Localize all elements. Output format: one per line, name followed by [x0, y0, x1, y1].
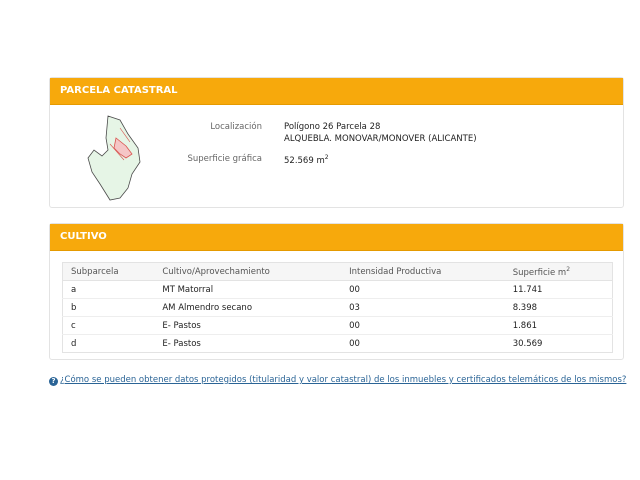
cell-subparcela: c — [63, 317, 155, 335]
cell-cultivo: E- Pastos — [162, 338, 201, 349]
column-header-superficie: Superficie $m^2$ — [505, 263, 613, 281]
superficie-label: Superficie gráfica — [187, 154, 262, 164]
cell-superficie: 30.569 — [512, 338, 543, 349]
column-header-intensidad: Intensidad Productiva — [341, 263, 505, 281]
cell-intensidad: 00 — [341, 281, 505, 299]
cell-superficie: 8.398 — [505, 299, 613, 317]
cell-cultivo: AM Almendro secano — [154, 299, 341, 317]
cell-subparcela: d — [71, 338, 77, 349]
cell-subparcela: b — [63, 299, 155, 317]
cell-intensidad: 00 — [349, 338, 360, 349]
table-row — [63, 317, 613, 335]
parcel-outline-shape — [88, 116, 140, 200]
help-link[interactable]: ¿Cómo se pueden obtener datos protegidos (titularidad y valor catastral) de los inmuebles y certificados telemáticos de los mismos? — [60, 375, 627, 385]
cell-superficie: 1.861 — [505, 317, 613, 335]
superficie-value: 52.569 $m^2$ — [284, 154, 329, 166]
parcela-catastral-header: PARCELA CATASTRAL — [50, 78, 623, 105]
cell-cultivo: MT Matorral — [154, 281, 341, 299]
cultivo-table — [62, 262, 613, 353]
cultivo-header: CULTIVO — [50, 224, 623, 251]
table-header-row — [63, 263, 613, 281]
cell-intensidad: 00 — [341, 317, 505, 335]
localizacion-line2: ALQUEBLA. MONOVAR/MONOVER (ALICANTE) — [284, 134, 477, 144]
help-line — [49, 375, 629, 386]
parcela-catastral-panel — [49, 77, 624, 208]
cell-superficie: 11.741 — [505, 281, 613, 299]
localizacion-label: Localización — [210, 122, 262, 132]
localizacion-line1: Polígono 26 Parcela 28 — [284, 122, 381, 132]
question-icon: ? — [49, 377, 58, 386]
cultivo-panel — [49, 223, 624, 360]
column-header-cultivo: Cultivo/Aprovechamiento — [154, 263, 341, 281]
table-row — [63, 299, 613, 317]
table-row — [63, 281, 613, 299]
column-header-subparcela: Subparcela — [63, 263, 155, 281]
table-row — [63, 335, 613, 353]
cell-intensidad: 03 — [341, 299, 505, 317]
cell-cultivo: E- Pastos — [154, 317, 341, 335]
cell-subparcela: a — [63, 281, 155, 299]
